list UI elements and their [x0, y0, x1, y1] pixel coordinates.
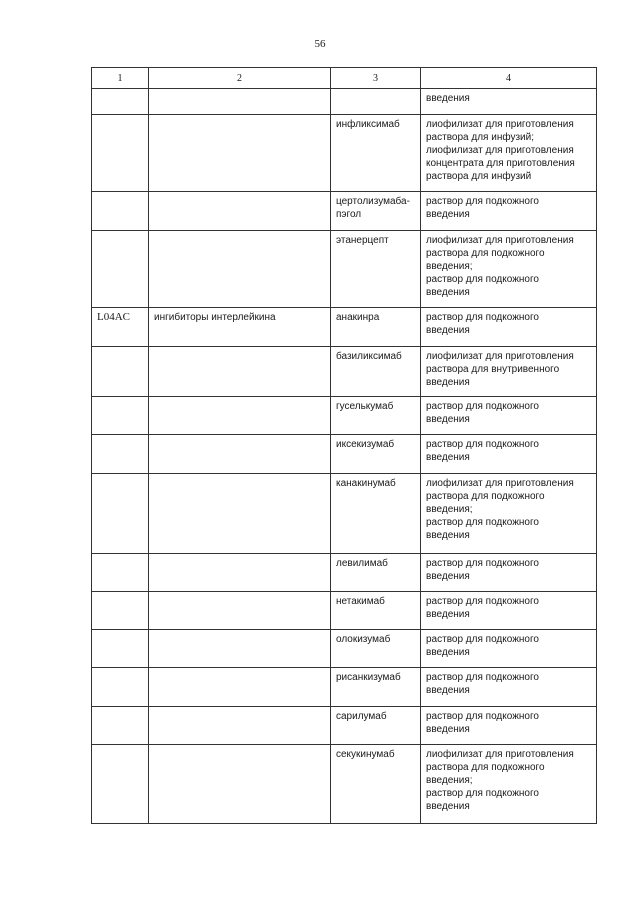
atc-code-cell — [92, 347, 149, 397]
atc-code-cell — [92, 630, 149, 668]
dosage-form-cell — [421, 668, 597, 707]
table-row — [92, 115, 597, 192]
drug-name-line: иксекизумаб — [336, 439, 395, 450]
atc-code-cell — [92, 592, 149, 630]
table-row — [92, 707, 597, 745]
dosage-form-line: раствор для подкожного — [426, 196, 539, 207]
atc-code-cell — [92, 192, 149, 231]
drug-name-cell — [331, 474, 421, 554]
dosage-form-line: введения — [426, 377, 470, 388]
dosage-form-cell — [421, 397, 597, 435]
dosage-form-cell — [421, 707, 597, 745]
drug-name-cell — [331, 397, 421, 435]
dosage-form-cell — [421, 630, 597, 668]
dosage-form-line: раствор для подкожного — [426, 558, 539, 569]
atc-code-cell — [92, 231, 149, 308]
group-name-cell — [149, 192, 331, 231]
dosage-form-line: раствор для подкожного — [426, 274, 539, 285]
table-row — [92, 554, 597, 592]
group-name-cell — [149, 707, 331, 745]
dosage-form-cell — [421, 347, 597, 397]
drug-name-line: секукинумаб — [336, 749, 395, 760]
drug-name-cell — [331, 192, 421, 231]
table-row — [92, 474, 597, 554]
drug-name-line: гуселькумаб — [336, 401, 394, 412]
table-row — [92, 435, 597, 474]
dosage-form-line: введения — [426, 287, 470, 298]
dosage-form-line: введения — [426, 724, 470, 735]
drug-name-cell — [331, 592, 421, 630]
drug-name-line: канакинумаб — [336, 478, 396, 489]
drug-name-line: сарилумаб — [336, 711, 387, 722]
dosage-form-line: раствор для подкожного — [426, 596, 539, 607]
dosage-form-line: введения — [426, 93, 470, 104]
column-header-1: 1 — [92, 68, 149, 89]
column-header-2: 2 — [149, 68, 331, 89]
dosage-form-line: раствора для подкожного — [426, 762, 545, 773]
dosage-form-line: раствора для инфузий; — [426, 132, 534, 143]
dosage-form-line: раствор для подкожного — [426, 634, 539, 645]
drug-name-line: базиликсимаб — [336, 351, 402, 362]
group-name-cell — [149, 474, 331, 554]
drug-name-line: олокизумаб — [336, 634, 391, 645]
drug-name-line: инфликсимаб — [336, 119, 400, 130]
dosage-form-cell — [421, 89, 597, 115]
table-body — [92, 89, 597, 824]
dosage-form-line: лиофилизат для приготовления — [426, 235, 574, 246]
dosage-form-line: лиофилизат для приготовления — [426, 351, 574, 362]
drug-name-cell — [331, 707, 421, 745]
dosage-form-cell — [421, 554, 597, 592]
group-name-cell: ингибиторы интерлейкина — [149, 308, 331, 347]
atc-code-cell — [92, 668, 149, 707]
atc-code-cell — [92, 89, 149, 115]
table-row — [92, 745, 597, 824]
dosage-form-cell — [421, 115, 597, 192]
atc-code-cell — [92, 435, 149, 474]
dosage-form-line: введения — [426, 609, 470, 620]
drug-name-cell — [331, 745, 421, 824]
atc-code-cell: L04AC — [92, 308, 149, 347]
group-name-cell — [149, 435, 331, 474]
drug-name-cell — [331, 89, 421, 115]
drug-name-cell — [331, 308, 421, 347]
dosage-form-cell — [421, 192, 597, 231]
dosage-form-line: раствора для подкожного — [426, 248, 545, 259]
dosage-form-line: введения — [426, 452, 470, 463]
dosage-form-line: введения — [426, 209, 470, 220]
group-name-cell — [149, 554, 331, 592]
drug-name-cell — [331, 115, 421, 192]
table-row — [92, 308, 597, 347]
atc-code-cell — [92, 707, 149, 745]
drug-name-line: левилимаб — [336, 558, 388, 569]
dosage-form-line: раствор для подкожного — [426, 439, 539, 450]
header-row — [92, 68, 597, 89]
table-row — [92, 630, 597, 668]
drug-name-line: цертолизумаба- — [336, 196, 410, 207]
dosage-form-cell — [421, 435, 597, 474]
dosage-form-line: введения; — [426, 775, 473, 786]
dosage-form-line: введения — [426, 685, 470, 696]
atc-code-cell — [92, 115, 149, 192]
dosage-form-cell — [421, 308, 597, 347]
table-row — [92, 668, 597, 707]
atc-code-cell — [92, 397, 149, 435]
drug-name-cell — [331, 347, 421, 397]
table-row — [92, 231, 597, 308]
atc-code-cell — [92, 474, 149, 554]
dosage-form-cell — [421, 231, 597, 308]
table-row — [92, 397, 597, 435]
group-name-cell — [149, 397, 331, 435]
group-name-cell — [149, 115, 331, 192]
dosage-form-line: раствор для подкожного — [426, 711, 539, 722]
group-name-cell — [149, 347, 331, 397]
drug-name-line: нетакимаб — [336, 596, 385, 607]
dosage-form-line: раствора для инфузий — [426, 171, 532, 182]
column-header-4: 4 — [421, 68, 597, 89]
drug-name-line: анакинра — [336, 312, 380, 323]
drug-name-line: пэгол — [336, 209, 362, 220]
drug-name-line: рисанкизумаб — [336, 672, 401, 683]
dosage-form-line: лиофилизат для приготовления — [426, 749, 574, 760]
dosage-form-line: введения — [426, 571, 470, 582]
atc-code-cell — [92, 745, 149, 824]
group-name-cell — [149, 668, 331, 707]
dosage-form-line: раствор для подкожного — [426, 788, 539, 799]
drug-name-cell — [331, 630, 421, 668]
group-name-cell — [149, 592, 331, 630]
dosage-form-line: введения; — [426, 261, 473, 272]
drug-name-cell — [331, 668, 421, 707]
dosage-form-line: лиофилизат для приготовления — [426, 478, 574, 489]
dosage-form-line: раствор для подкожного — [426, 517, 539, 528]
dosage-form-line: лиофилизат для приготовления — [426, 145, 574, 156]
dosage-form-line: введения; — [426, 504, 473, 515]
dosage-form-line: раствор для подкожного — [426, 672, 539, 683]
page-number: 56 — [314, 38, 326, 50]
dosage-form-cell — [421, 474, 597, 554]
drug-name-cell — [331, 554, 421, 592]
dosage-form-line: раствор для подкожного — [426, 312, 539, 323]
table-row — [92, 192, 597, 231]
drug-name-cell — [331, 231, 421, 308]
group-name-cell — [149, 630, 331, 668]
dosage-form-line: введения — [426, 801, 470, 812]
column-header-3: 3 — [331, 68, 421, 89]
dosage-form-line: раствора для подкожного — [426, 491, 545, 502]
dosage-form-line: введения — [426, 325, 470, 336]
drug-name-cell — [331, 435, 421, 474]
dosage-form-line: раствора для внутривенного — [426, 364, 560, 375]
dosage-form-line: введения — [426, 647, 470, 658]
table-row — [92, 592, 597, 630]
table-row — [92, 347, 597, 397]
dosage-form-line: лиофилизат для приготовления — [426, 119, 574, 130]
dosage-form-cell — [421, 592, 597, 630]
drug-name-line: этанерцепт — [336, 235, 389, 246]
group-name-cell — [149, 89, 331, 115]
dosage-form-line: введения — [426, 414, 470, 425]
dosage-form-cell — [421, 745, 597, 824]
dosage-form-line: концентрата для приготовления — [426, 158, 575, 169]
dosage-form-line: введения — [426, 530, 470, 541]
dosage-form-line: раствор для подкожного — [426, 401, 539, 412]
group-name-cell — [149, 231, 331, 308]
table-row — [92, 89, 597, 115]
drug-table — [91, 67, 597, 824]
atc-code-cell — [92, 554, 149, 592]
group-name-cell — [149, 745, 331, 824]
